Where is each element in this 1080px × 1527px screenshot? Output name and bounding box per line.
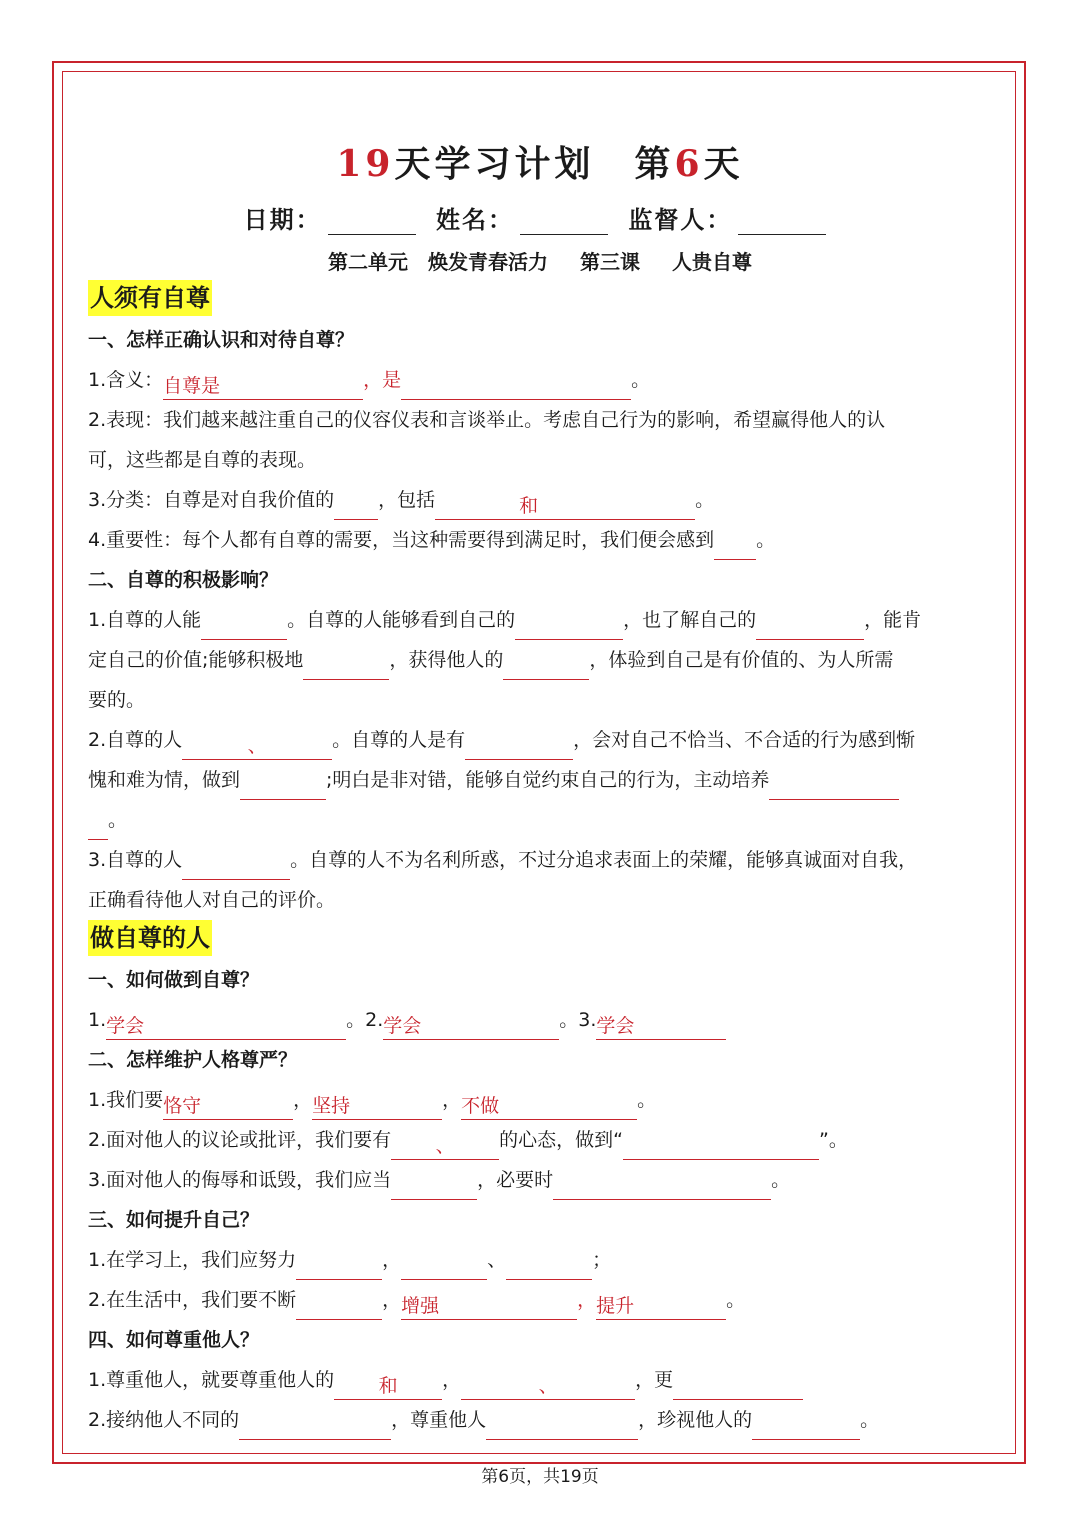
supervisor-field[interactable]	[738, 208, 826, 235]
fill-blank[interactable]	[714, 531, 756, 560]
section-heading-1: 人须有自尊	[88, 280, 212, 316]
list-item: 1.含义：自尊是 ，是 。	[88, 360, 998, 400]
fill-blank[interactable]	[503, 651, 589, 680]
fill-blank[interactable]	[296, 1291, 382, 1320]
fill-blank[interactable]: 恪守	[163, 1091, 293, 1120]
fill-blank[interactable]	[465, 731, 573, 760]
list-item: 要的。	[88, 689, 146, 711]
fill-blank[interactable]	[553, 1171, 771, 1200]
page-title: 19天学习计划 第6天	[336, 143, 744, 185]
fill-blank[interactable]: 学会	[106, 1011, 346, 1040]
fill-blank[interactable]	[182, 851, 290, 880]
list-item: 2.面对他人的议论或批评，我们要有 、 的心态，做到“ ”。	[88, 1120, 998, 1160]
fill-blank[interactable]: 学会	[596, 1011, 726, 1040]
fill-blank[interactable]	[334, 491, 378, 520]
supervisor-label: 监督人：	[628, 205, 733, 234]
fill-blank[interactable]	[752, 1411, 860, 1440]
date-label: 日期：	[243, 205, 322, 234]
list-item: 3.自尊的人 。自尊的人不为名利所惑，不过分追求表面上的荣耀，能够真诚面对自我，	[88, 840, 998, 880]
list-item: 愧和难为情，做到 ;明白是非对错，能够自觉约束自己的行为，主动培养	[88, 760, 998, 800]
fill-blank[interactable]	[769, 771, 899, 800]
fill-blank[interactable]: 、	[182, 731, 332, 760]
list-item: 正确看待他人对自己的评价。	[88, 889, 336, 911]
fill-blank[interactable]	[401, 371, 631, 400]
fill-blank[interactable]	[239, 1411, 391, 1440]
list-item: 2.接纳他人不同的 ，尊重他人 ，珍视他人的 。	[88, 1400, 998, 1440]
question-heading: 四、如何尊重他人？	[88, 1329, 260, 1351]
fill-blank[interactable]	[391, 1171, 477, 1200]
question-heading: 二、怎样维护人格尊严？	[88, 1049, 298, 1071]
list-item: 1.学会 。2.学会 。3.学会	[88, 1000, 998, 1040]
list-item: 2.在生活中，我们要不断 ，增强 ，提升 。	[88, 1280, 998, 1320]
name-label: 姓名：	[436, 205, 514, 234]
fill-blank[interactable]	[296, 1251, 382, 1280]
fill-blank[interactable]	[756, 611, 864, 640]
meta-line	[0, 200, 1080, 235]
question-heading: 三、如何提升自己？	[88, 1209, 260, 1231]
date-field[interactable]	[328, 208, 416, 235]
list-item: 1.自尊的人能 。自尊的人能够看到自己的 ，也了解自己的 ，能肯	[88, 600, 998, 640]
fill-blank[interactable]: 和	[334, 1371, 442, 1400]
fill-blank[interactable]: 学会	[383, 1011, 559, 1040]
question-heading: 二、自尊的积极影响？	[88, 569, 279, 591]
fill-blank[interactable]	[240, 771, 326, 800]
page-number: 第6页，共19页	[481, 1467, 599, 1487]
list-item: 可，这些都是自尊的表现。	[88, 449, 317, 471]
list-item: 。	[88, 800, 998, 840]
list-item: 2.表现：我们越来越注重自己的仪容仪表和言谈举止。考虑自己行为的影响，希望赢得他人的认	[88, 409, 886, 431]
fill-blank[interactable]	[623, 1131, 819, 1160]
fill-blank[interactable]	[88, 811, 108, 840]
fill-blank[interactable]: 增强	[401, 1291, 577, 1320]
list-item: 3.分类：自尊是对自我价值的 ，包括 和 。	[88, 480, 998, 520]
fill-blank[interactable]	[515, 611, 623, 640]
list-item: 1.我们要恪守 ，坚持 ，不做 。	[88, 1080, 998, 1120]
name-field[interactable]	[520, 208, 608, 235]
fill-blank[interactable]	[401, 1251, 487, 1280]
list-item: 2.自尊的人 、 。自尊的人是有 ，会对自己不恰当、不合适的行为感到惭	[88, 720, 998, 760]
lesson-subtitle: 第二单元 焕发青春活力 第三课 人贵自尊	[328, 250, 752, 274]
section-heading-2: 做自尊的人	[88, 920, 212, 956]
fill-blank[interactable]: 自尊是	[163, 371, 363, 400]
list-item: 3.面对他人的侮辱和诋毁，我们应当 ，必要时 。	[88, 1160, 998, 1200]
fill-blank[interactable]	[201, 611, 287, 640]
fill-blank[interactable]	[506, 1251, 592, 1280]
fill-blank[interactable]	[486, 1411, 638, 1440]
fill-blank[interactable]	[303, 651, 389, 680]
fill-blank[interactable]: 提升	[596, 1291, 726, 1320]
fill-blank[interactable]: 、	[391, 1131, 499, 1160]
list-item: 定自己的价值;能够积极地 ，获得他人的 ，体验到自己是有价值的、为人所需	[88, 640, 998, 680]
fill-blank[interactable]: 和	[435, 491, 695, 520]
fill-blank[interactable]: 不做	[461, 1091, 637, 1120]
question-heading: 一、怎样正确认识和对待自尊？	[88, 329, 355, 351]
fill-blank[interactable]: 坚持	[312, 1091, 442, 1120]
worksheet-content	[88, 280, 998, 1440]
list-item: 1.在学习上，我们应努力 ， 、 ；	[88, 1240, 998, 1280]
fill-blank[interactable]: 、	[461, 1371, 635, 1400]
list-item: 1.尊重他人，就要尊重他人的 和 ， 、 ，更	[88, 1360, 998, 1400]
list-item: 4.重要性：每个人都有自尊的需要，当这种需要得到满足时，我们便会感到 。	[88, 520, 998, 560]
fill-blank[interactable]	[673, 1371, 803, 1400]
question-heading: 一、如何做到自尊？	[88, 969, 260, 991]
